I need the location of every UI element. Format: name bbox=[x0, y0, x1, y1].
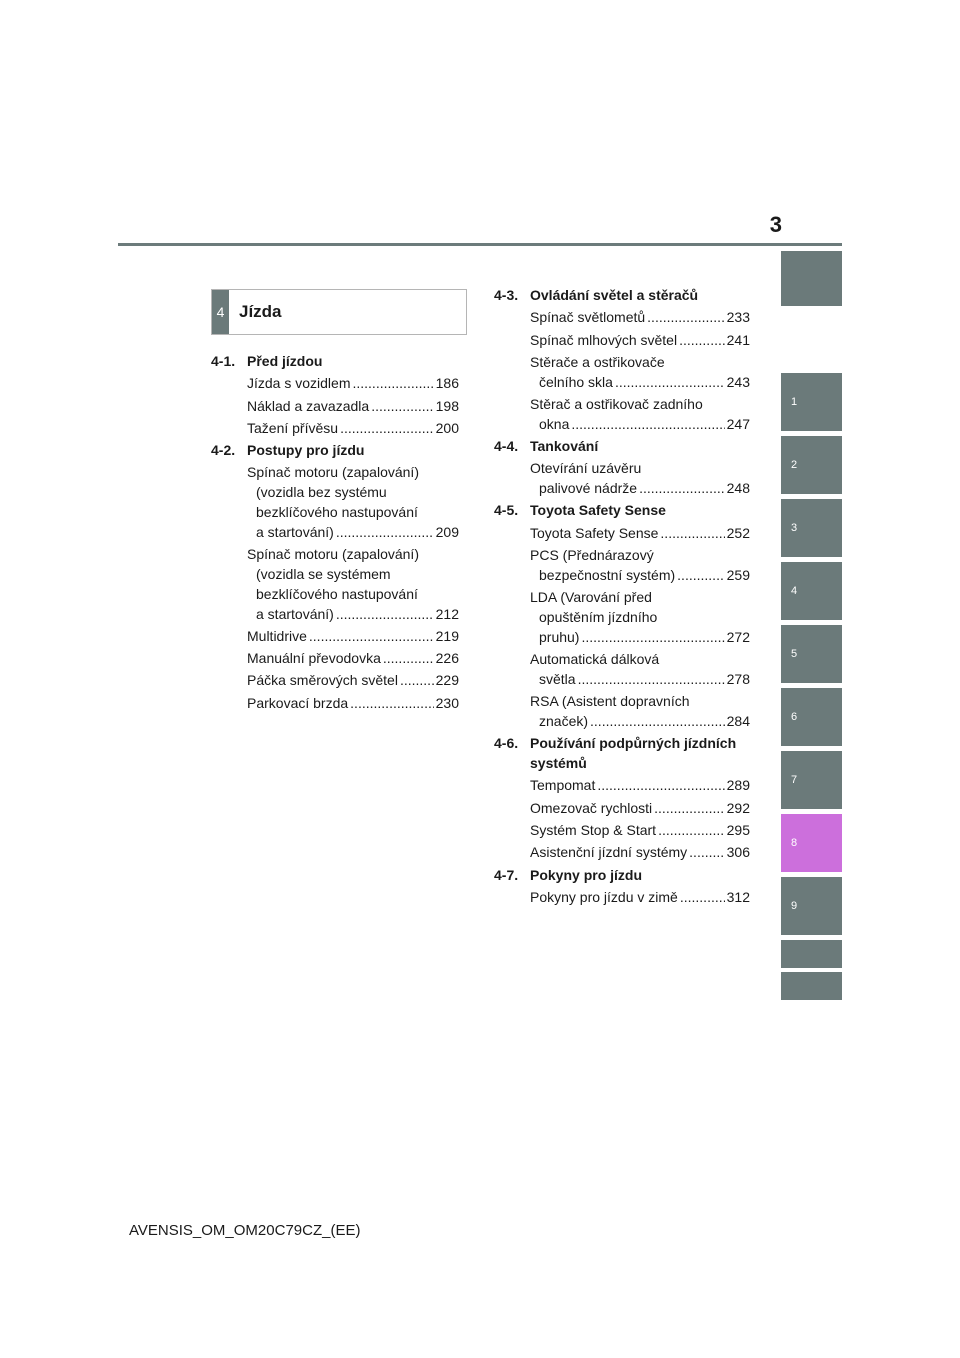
chapter-tab-2[interactable] bbox=[781, 436, 842, 494]
chapter-tab-label: 4 bbox=[791, 585, 798, 597]
entry-title-line: bezklíčového nastupování bbox=[256, 504, 418, 521]
entry-leader-line bbox=[247, 397, 459, 417]
entry-title-line: Stěrače a ostřikovače bbox=[530, 353, 665, 370]
toc-entry[interactable] bbox=[247, 545, 459, 624]
entry-page-number: 259 bbox=[726, 566, 750, 583]
entry-title-line: a startování) bbox=[256, 605, 334, 622]
toc-entry[interactable] bbox=[530, 459, 750, 499]
entry-page-number: 312 bbox=[726, 888, 750, 905]
chapter-tab-blank[interactable] bbox=[781, 940, 842, 968]
entry-title-line: čelního skla bbox=[539, 373, 613, 390]
entry-title-line: Spínač motoru (zapalování) bbox=[247, 546, 419, 563]
entry-title-line: bezpečnostní systém) bbox=[539, 566, 676, 583]
entry-page-number: 252 bbox=[726, 524, 750, 541]
toc-right-column bbox=[494, 286, 750, 910]
toc-entry[interactable] bbox=[247, 419, 459, 439]
dot-leader bbox=[654, 799, 724, 819]
entry-page-number: 233 bbox=[726, 309, 750, 326]
chapter-tab-8[interactable] bbox=[781, 814, 842, 872]
dot-leader bbox=[571, 415, 724, 435]
dot-leader bbox=[677, 566, 724, 586]
entry-title-line: bezklíčového nastupování bbox=[256, 585, 418, 602]
chapter-heading bbox=[494, 734, 750, 774]
chapter-tab-label: 1 bbox=[791, 396, 798, 408]
dot-leader bbox=[597, 776, 724, 796]
entry-leader-line bbox=[247, 523, 459, 543]
entry-leader-line bbox=[530, 712, 750, 732]
section-title: Jízda bbox=[239, 302, 282, 321]
entry-page-number: 247 bbox=[726, 415, 750, 432]
dot-leader bbox=[578, 670, 725, 690]
toc-entry[interactable] bbox=[530, 395, 750, 435]
toc-entry[interactable] bbox=[530, 692, 750, 732]
entry-title-line: opuštěním jízdního bbox=[539, 608, 658, 625]
entry-title-line: pruhu) bbox=[539, 628, 580, 645]
entry-leader-line bbox=[530, 479, 750, 499]
toc-entry[interactable] bbox=[530, 776, 750, 796]
chapter-tab-7[interactable] bbox=[781, 751, 842, 809]
chapter-tab-6[interactable] bbox=[781, 688, 842, 746]
entry-page-number: 226 bbox=[435, 650, 459, 667]
chapter-title: Postupy pro jízdu bbox=[247, 442, 365, 459]
dot-leader bbox=[660, 524, 724, 544]
chapter-title: Používání podpůrných jízdních systémů bbox=[530, 735, 737, 772]
chapter-heading bbox=[494, 437, 750, 457]
entry-page-number: 243 bbox=[726, 373, 750, 390]
dot-leader bbox=[336, 605, 434, 625]
dot-leader bbox=[658, 821, 725, 841]
entry-leader-line bbox=[247, 627, 459, 647]
entry-title-line: Tempomat bbox=[530, 777, 596, 794]
dot-leader bbox=[336, 523, 434, 543]
entry-leader-line bbox=[530, 821, 750, 841]
entry-title-line: Spínač motoru (zapalování) bbox=[247, 464, 419, 481]
entry-title-line: PCS (Přednárazový bbox=[530, 547, 654, 564]
entry-title-line: Systém Stop & Start bbox=[530, 821, 657, 838]
toc-entry[interactable] bbox=[530, 799, 750, 819]
chapter-tab-blank[interactable] bbox=[781, 251, 842, 306]
dot-leader bbox=[615, 373, 725, 393]
chapter-tab-label: 6 bbox=[791, 711, 798, 723]
toc-entry[interactable] bbox=[247, 694, 459, 714]
chapter-heading bbox=[211, 441, 459, 461]
dot-leader bbox=[383, 649, 434, 669]
entry-title-line: Páčka směrových světel bbox=[247, 672, 398, 689]
entry-title-line: palivové nádrže bbox=[539, 480, 638, 497]
entry-leader-line bbox=[530, 373, 750, 393]
entry-leader-line bbox=[530, 331, 750, 351]
chapter-tab-9[interactable] bbox=[781, 877, 842, 935]
entry-leader-line bbox=[247, 605, 459, 625]
entry-page-number: 272 bbox=[726, 628, 750, 645]
entry-leader-line bbox=[530, 308, 750, 328]
entry-leader-line bbox=[530, 524, 750, 544]
dot-leader bbox=[309, 627, 434, 647]
entry-leader-line bbox=[530, 888, 750, 908]
chapter-number: 4-5. bbox=[494, 502, 519, 519]
toc-entry[interactable] bbox=[530, 331, 750, 351]
entry-title-line: Parkovací brzda bbox=[247, 694, 349, 711]
entry-leader-line bbox=[247, 419, 459, 439]
entry-title-line: Náklad a zavazadla bbox=[247, 397, 370, 414]
entry-title-line: a startování) bbox=[256, 523, 334, 540]
entry-title-line: RSA (Asistent dopravních bbox=[530, 693, 690, 710]
dot-leader bbox=[340, 419, 434, 439]
entry-page-number: 306 bbox=[726, 844, 750, 861]
chapter-title: Tankování bbox=[530, 438, 599, 455]
entry-page-number: 209 bbox=[435, 523, 459, 540]
entry-title-line: Multidrive bbox=[247, 627, 307, 644]
dot-leader bbox=[400, 671, 434, 691]
chapter-heading bbox=[494, 501, 750, 521]
entry-page-number: 200 bbox=[435, 419, 459, 436]
chapter-heading bbox=[211, 352, 459, 372]
toc-entry[interactable] bbox=[247, 627, 459, 647]
entry-title-line: LDA (Varování před bbox=[530, 589, 652, 606]
toc-entry[interactable] bbox=[530, 524, 750, 544]
chapter-title: Před jízdou bbox=[247, 353, 323, 369]
entry-page-number: 248 bbox=[726, 480, 750, 497]
toc-entry[interactable] bbox=[530, 843, 750, 863]
chapter-tab-3[interactable] bbox=[781, 499, 842, 557]
chapter-title: Toyota Safety Sense bbox=[530, 502, 666, 519]
toc-entry[interactable] bbox=[530, 821, 750, 841]
toc-entry[interactable] bbox=[530, 353, 750, 393]
chapter-heading bbox=[494, 286, 750, 306]
chapter-tab-label: 7 bbox=[791, 774, 798, 786]
entry-leader-line bbox=[530, 415, 750, 435]
entry-page-number: 241 bbox=[726, 331, 750, 348]
entry-page-number: 229 bbox=[435, 672, 459, 689]
chapter-title: Pokyny pro jízdu bbox=[530, 866, 643, 883]
section-header bbox=[211, 289, 467, 335]
entry-page-number: 289 bbox=[726, 777, 750, 794]
chapter-tab-label: 2 bbox=[791, 459, 798, 471]
entry-page-number: 198 bbox=[435, 397, 459, 414]
entry-leader-line bbox=[247, 374, 459, 394]
entry-title-line: Asistenční jízdní systémy bbox=[530, 844, 688, 861]
entry-page-number: 292 bbox=[726, 799, 750, 816]
entry-leader-line bbox=[530, 776, 750, 796]
entry-title-line: Jízda s vozidlem bbox=[247, 375, 351, 392]
dot-leader bbox=[350, 694, 433, 714]
toc-entry[interactable] bbox=[247, 463, 459, 542]
dot-leader bbox=[590, 712, 725, 732]
toc-entry[interactable] bbox=[530, 546, 750, 586]
chapter-tab-label: 5 bbox=[791, 648, 798, 660]
chapter-title: Ovládání světel a stěračů bbox=[530, 287, 699, 303]
entry-page-number: 212 bbox=[435, 605, 459, 622]
entry-page-number: 284 bbox=[726, 712, 750, 729]
section-number: 4 bbox=[212, 290, 229, 334]
dot-leader bbox=[689, 843, 724, 863]
toc-entry[interactable] bbox=[530, 308, 750, 328]
entry-title-line: okna bbox=[539, 415, 570, 432]
toc-entry[interactable] bbox=[530, 888, 750, 908]
dot-leader bbox=[679, 331, 725, 351]
chapter-number: 4-6. bbox=[494, 735, 519, 752]
entry-title-line: Pokyny pro jízdu v zimě bbox=[530, 888, 678, 905]
chapter-tab-1[interactable] bbox=[781, 373, 842, 431]
entry-title-line: Spínač světlometů bbox=[530, 309, 646, 326]
toc-entry[interactable] bbox=[247, 671, 459, 691]
chapter-tab-blank[interactable] bbox=[781, 972, 842, 1000]
dot-leader bbox=[647, 308, 724, 328]
chapter-tab-5[interactable] bbox=[781, 625, 842, 683]
chapter-number: 4-7. bbox=[494, 866, 519, 883]
dot-leader bbox=[680, 888, 725, 908]
entry-title-line: (vozidla bez systému bbox=[256, 484, 387, 501]
chapter-heading bbox=[494, 866, 750, 886]
entry-leader-line bbox=[530, 628, 750, 648]
header-rule bbox=[118, 243, 842, 246]
entry-title-line: (vozidla se systémem bbox=[256, 565, 391, 582]
entry-title-line: Stěrač a ostřikovač zadního bbox=[530, 395, 703, 412]
entry-page-number: 295 bbox=[726, 821, 750, 838]
entry-title-line: Otevírání uzávěru bbox=[530, 460, 642, 477]
entry-leader-line bbox=[247, 649, 459, 669]
dot-leader bbox=[581, 628, 724, 648]
toc-entry[interactable] bbox=[247, 649, 459, 669]
entry-title-line: Tažení přívěsu bbox=[247, 419, 339, 436]
entry-page-number: 278 bbox=[726, 670, 750, 687]
entry-title-line: světla bbox=[539, 670, 576, 687]
document-code: AVENSIS_OM_OM20C79CZ_(EE) bbox=[129, 1222, 361, 1239]
chapter-number: 4-4. bbox=[494, 438, 519, 455]
entry-title-line: Manuální převodovka bbox=[247, 650, 381, 667]
entry-leader-line bbox=[530, 843, 750, 863]
toc-entry[interactable] bbox=[247, 374, 459, 394]
chapter-number: 4-3. bbox=[494, 287, 519, 303]
entry-leader-line bbox=[247, 694, 459, 714]
dot-leader bbox=[639, 479, 725, 499]
toc-entry[interactable] bbox=[530, 650, 750, 690]
entry-leader-line bbox=[530, 566, 750, 586]
entry-leader-line bbox=[247, 671, 459, 691]
entry-leader-line bbox=[530, 799, 750, 819]
entry-page-number: 219 bbox=[435, 627, 459, 644]
entry-page-number: 230 bbox=[435, 694, 459, 711]
chapter-tab-4[interactable] bbox=[781, 562, 842, 620]
toc-entry[interactable] bbox=[530, 588, 750, 647]
chapter-number: 4-1. bbox=[211, 353, 236, 369]
chapter-number: 4-2. bbox=[211, 442, 236, 459]
entry-title-line: Omezovač rychlosti bbox=[530, 799, 653, 816]
entry-title-line: Automatická dálková bbox=[530, 651, 660, 668]
entry-leader-line bbox=[530, 670, 750, 690]
chapter-tab-label: 3 bbox=[791, 522, 798, 534]
dot-leader bbox=[352, 374, 433, 394]
chapter-tab-label: 8 bbox=[791, 837, 798, 849]
entry-title-line: značek) bbox=[539, 712, 589, 729]
dot-leader bbox=[371, 397, 433, 417]
entry-title-line: Toyota Safety Sense bbox=[530, 524, 659, 541]
entry-title-line: Spínač mlhových světel bbox=[530, 331, 678, 348]
entry-page-number: 186 bbox=[435, 375, 459, 392]
page-number: 3 bbox=[769, 212, 782, 237]
toc-entry[interactable] bbox=[247, 397, 459, 417]
chapter-tab-label: 9 bbox=[791, 900, 798, 912]
toc-left-column bbox=[211, 352, 459, 716]
